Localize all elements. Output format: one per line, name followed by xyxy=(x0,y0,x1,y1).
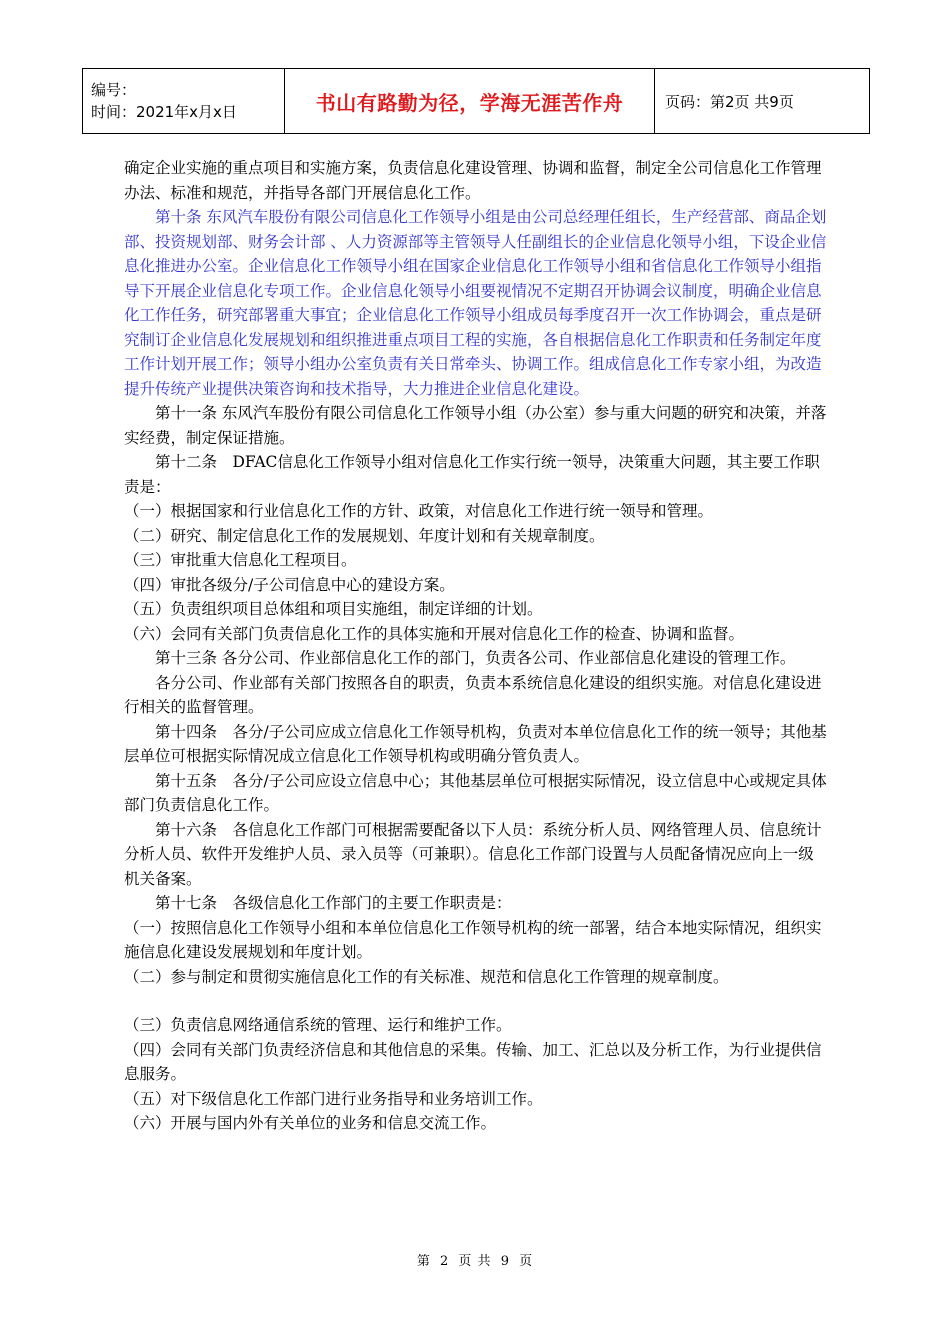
list-item: （二）研究、制定信息化工作的发展规划、年度计划和有关规章制度。 xyxy=(124,526,605,545)
list-item: （四）审批各级分/子公司信息中心的建设方案。 xyxy=(124,575,455,594)
list-item: （二）参与制定和贯彻实施信息化工作的有关标准、规范和信息化工作管理的规章制度。 xyxy=(124,967,729,986)
footer-prefix: 第 xyxy=(416,1254,431,1269)
paragraph-article-12: 第十二条 DFAC信息化工作领导小组对信息化工作实行统一领导，决策重大问题，其主要工作职责是： xyxy=(124,453,820,496)
header-number-label: 编号： xyxy=(91,81,137,99)
header-page-info: 页码：第2页 共9页 xyxy=(665,92,794,111)
footer-page-number: 2 xyxy=(440,1254,450,1269)
header-time-label: 时间：2021年x月x日 xyxy=(91,103,237,121)
footer-suffix: 页 xyxy=(519,1254,534,1269)
list-item: （一）根据国家和行业信息化工作的方针、政策，对信息化工作进行统一领导和管理。 xyxy=(124,502,714,520)
paragraph-article-14: 第十四条 各分/子公司应成立信息化工作领导机构，负责对本单位信息化工作的统一领导；其他基层单位可根据实际情况成立信息化工作领导机构或明确分管负责人。 xyxy=(124,722,827,765)
paragraph-article-13: 第十三条 各分公司、作业部信息化工作的部门，负责各公司、作业部信息化建设的管理工作。 xyxy=(124,649,796,667)
document-header xyxy=(82,68,870,134)
paragraph: 各分公司、作业部有关部门按照各自的职责，负责本系统信息化建设的组织实施。对信息化建设进行相关的监督管理。 xyxy=(124,673,822,716)
list-item: （一）按照信息化工作领导小组和本单位信息化工作领导机构的统一部署，结合本地实际情况，组织实施信息化建设发展规划和年度计划。 xyxy=(124,918,822,961)
list-item: （三）审批重大信息化工程项目。 xyxy=(124,551,357,569)
list-item: （四）会同有关部门负责经济信息和其他信息的采集。传输、加工、汇总以及分析工作，为行业提供信息服务。 xyxy=(124,1040,822,1083)
paragraph-article-11: 第十一条 东风汽车股份有限公司信息化工作领导小组（办公室）参与重大问题的研究和决策，并落实经费，制定保证措施。 xyxy=(124,404,827,447)
footer-mid: 页 共 xyxy=(458,1254,492,1269)
list-item: （五）负责组织项目总体组和项目实施组，制定详细的计划。 xyxy=(124,600,543,618)
list-item: （六）会同有关部门负责信息化工作的具体实施和开展对信息化工作的检查、协调和监督。 xyxy=(124,624,745,643)
page-footer xyxy=(0,1250,950,1269)
list-item: （三）负责信息网络通信系统的管理、运行和维护工作。 xyxy=(124,1016,512,1034)
list-item: （六）开展与国内外有关单位的业务和信息交流工作。 xyxy=(124,1114,497,1132)
footer-total-pages: 9 xyxy=(500,1254,510,1269)
paragraph-article-15: 第十五条 各分/子公司应设立信息中心；其他基层单位可根据实际情况，设立信息中心或规定具体部门负责信息化工作。 xyxy=(124,771,827,814)
document-body xyxy=(124,156,828,1136)
paragraph-article-17: 第十七条 各级信息化工作部门的主要工作职责是： xyxy=(124,894,512,912)
paragraph: 确定企业实施的重点项目和实施方案，负责信息化建设管理、协调和监督，制定全公司信息化工作管理办法、标准和规范，并指导各部门开展信息化工作。 xyxy=(124,159,822,202)
header-meta xyxy=(83,69,285,133)
spacer xyxy=(124,989,828,1013)
paragraph-article-16: 第十六条 各信息化工作部门可根据需要配备以下人员：系统分析人员、网络管理人员、信息统计分析人员、软件开发维护人员、录入员等（可兼职）。信息化工作部门设置与人员配备情况应向上一级机关备案。 xyxy=(124,820,822,888)
list-item: （五）对下级信息化工作部门进行业务指导和业务培训工作。 xyxy=(124,1089,543,1108)
paragraph-article-10: 第十条 东风汽车股份有限公司信息化工作领导小组是由公司总经理任组长，生产经营部、商品企划部、投资规划部、财务会计部 、人力资源部等主管领导人任副组长的企业信息化领导小组，下设企业信息化推进办公室。企业信息化工作领导小组在国家企业信息化工作领导小组和省信息化工作领导小组指导下开展企业信息化专项工作。企业信息化领导小组要视情况不定期召开协调会议制度，明确企业信息化工作任务，研究部署重大事宜；企业信息化工作领导小组成员每季度召开一次工作协调会，重点是研究制订企业信息化发展规划和组织推进重点项目工程的实施，各自根据信息化工作职责和任务制定年度工作计划开展工作；领导小组办公室负责有关日常牵头、协调工作。组成信息化工作专家小组，为改造提升传统产业提供决策咨询和技术指导，大力推进企业信息化建设。 xyxy=(124,208,827,398)
header-motto: 书山有路勤为径，学海无涯苦作舟 xyxy=(285,69,655,133)
